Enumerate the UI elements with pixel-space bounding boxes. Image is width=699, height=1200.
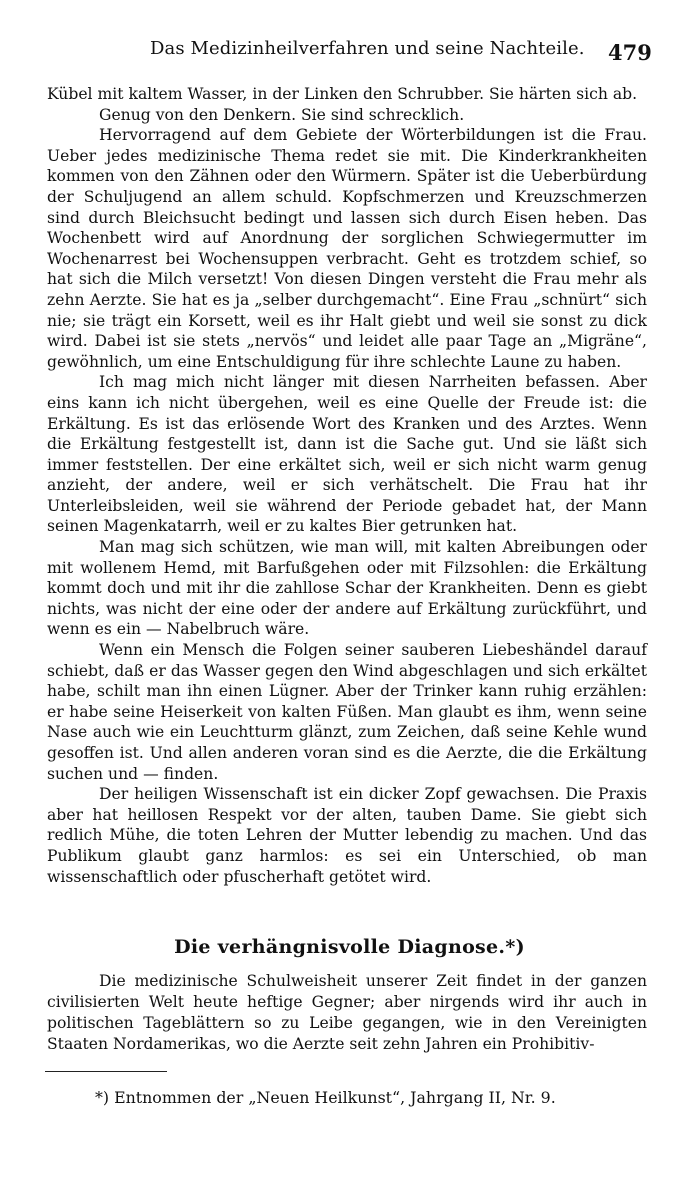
paragraph: Wenn ein Mensch die Folgen seiner sauberen Liebeshändel darauf schiebt, daß er das Wasser gegen den Wind abgeschlagen und sich erkältet habe, schilt man ihn einen Lügner. Aber der Trinker kann ruhig erzählen: er habe seine Heiserkeit von kalten Füßen. Man glaubt es ihm, wenn seine Nase auch wie ein Leuchtturm glänzt, zum Zeichen, daß seine Kehle wund gesoffen ist. Und allen anderen voran sind es die Aerzte, die die Erkältung suchen und — finden. [47, 641, 647, 783]
section-heading: Die verhängnisvolle Diagnose.*) [174, 936, 525, 958]
section-text [47, 971, 647, 1055]
body-text [47, 84, 647, 887]
paragraph: Die medizinische Schulweisheit unserer Zeit findet in der ganzen civilisierten Welt heute heftige Gegner; aber nirgends wird ihr auch in politischen Tageblättern so zu Leibe gegangen, wie in den Vereinigten Staaten Nordamerikas, wo die Aerzte seit zehn Jahren ein Prohibitiv- [47, 972, 647, 1053]
paragraph: Der heiligen Wissenschaft ist ein dicker Zopf gewachsen. Die Praxis aber hat heillosen Respekt vor der alten, tauben Dame. Sie giebt sich redlich Mühe, die toten Lehren der Mutter lebendig zu machen. Und das Publikum glaubt ganz harmlos: es sei ein Unterschied, ob man wissenschaftlich oder pfuscherhaft getötet wird. [47, 785, 647, 886]
page-number: 479 [608, 40, 652, 65]
footnote-divider [45, 1071, 167, 1072]
paragraph: Kübel mit kaltem Wasser, in der Linken den Schrubber. Sie härten sich ab. [47, 85, 638, 103]
paragraph: Man mag sich schützen, wie man will, mit kalten Abreibungen oder mit wollenem Hemd, mit Barfußgehen oder mit Filzsohlen: die Erkältung kommt doch und mit ihr die zahllose Schar der Krankheiten. Denn es giebt nichts, was nicht der eine oder der andere auf Erkältung zurückführt, und wenn es ein — Nabelbruch wäre. [47, 538, 647, 639]
footnote: *) Entnommen der „Neuen Heilkunst“, Jahrgang II, Nr. 9. [95, 1088, 556, 1107]
paragraph: Hervorragend auf dem Gebiete der Wörterbildungen ist die Frau. Ueber jedes medizinische Thema redet sie mit. Die Kinderkrankheiten kommen von den Zähnen oder den Würmern. Später ist die Ueberbürdung der Schuljugend an allem schuld. Kopfschmerzen und Kreuzschmerzen sind durch Bleichsucht bedingt und lassen sich durch Eisen heben. Das Wochenbett wird auf Anordnung der sorglichen Schwiegermutter im Wochenarrest bei Wochensuppen verbracht. Geht es trotzdem schief, so hat sich die Milch versetzt! Von diesen Dingen versteht die Frau mehr als zehn Aerzte. Sie hat es ja „selber durchgemacht“. Eine Frau „schnürt“ sich nie; sie trägt ein Korsett, weil es ihr Halt giebt und weil sie sonst zu dick wird. Dabei ist sie stets „nervös“ und leidet alle paar Tage an „Migräne“, gewöhnlich, um eine Entschuldigung für ihre schlechte Laune zu haben. [47, 126, 647, 371]
paragraph: Genug von den Denkern. Sie sind schrecklich. [99, 105, 465, 124]
running-title: Das Medizinheilverfahren und seine Nachteile. [150, 38, 585, 59]
paragraph: Ich mag mich nicht länger mit diesen Narrheiten befassen. Aber eins kann ich nicht übergehen, weil es eine Quelle der Freude ist: die Erkältung. Es ist das erlösende Wort des Kranken und des Arztes. Wenn die Erkältung festgestellt ist, dann ist die Sache gut. Und sie läßt sich immer feststellen. Der eine erkältet sich, weil er sich nicht warm genug anzieht, der andere, weil er sich verhätschelt. Die Frau hat ihr Unterleibsleiden, weil sie während der Periode gebadet hat, der Mann seinen Magenkatarrh, weil er zu kaltes Bier getrunken hat. [47, 373, 647, 536]
